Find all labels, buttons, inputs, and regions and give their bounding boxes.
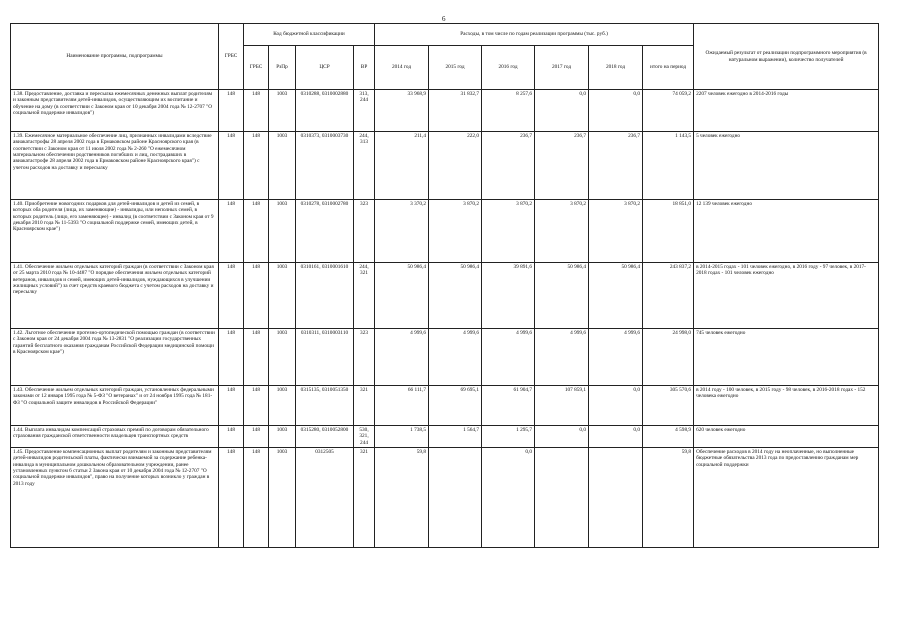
amount-2016: 3 870,2	[482, 200, 535, 263]
grbs-cell: 148	[219, 329, 244, 386]
amount-2015	[429, 448, 482, 548]
amount-2017: 107 859,1	[535, 386, 589, 426]
expected-result: 12 139 человек ежегодно	[694, 200, 879, 263]
amount-2017: 0,0	[535, 90, 589, 132]
amount-2014: 211,4	[375, 132, 429, 200]
grbs-cell: 148	[219, 132, 244, 200]
amount-total: 59,8	[643, 448, 694, 548]
amount-total: 305 570,6	[643, 386, 694, 426]
amount-2015: 50 986,4	[429, 263, 482, 329]
rzpr-cell: 1003	[269, 90, 296, 132]
program-name: 1.44. Выплата инвалидам компенсаций страховых премий по договорам обязательного страхования гражданской ответственности владельцев транспортных средств	[11, 426, 219, 448]
csr-cell: 0310311, 0310003110	[296, 329, 354, 386]
program-name: 1.43. Обеспечение жильем отдельных категорий граждан, установленных федеральными законами от 12 января 1995 года № 5-ФЗ "О ветеранах" и от 24 ноября 1995 года № 181-ФЗ "О социальной защите инвалидов в Российской Федерации"	[11, 386, 219, 426]
subheader-2014: 2014 год	[375, 46, 429, 90]
amount-2016: 0,0	[482, 448, 535, 548]
amount-total: 24 998,0	[643, 329, 694, 386]
amount-2017: 50 986,4	[535, 263, 589, 329]
subheader-total: итого на период	[643, 46, 694, 90]
amount-2018: 4 999,6	[589, 329, 643, 386]
amount-2017: 0,0	[535, 426, 589, 448]
amount-2017: 4 999,6	[535, 329, 589, 386]
header-expenses: Расходы, в том числе по годам реализации программы (тыс. руб.)	[375, 24, 694, 46]
amount-2016: 1 295,7	[482, 426, 535, 448]
amount-2018	[589, 448, 643, 548]
rzpr-cell: 1003	[269, 426, 296, 448]
amount-2015: 4 999,6	[429, 329, 482, 386]
amount-2016: 8 257,6	[482, 90, 535, 132]
table-row	[11, 263, 879, 329]
amount-2014: 4 999,6	[375, 329, 429, 386]
amount-2014: 1 738,5	[375, 426, 429, 448]
grbs-cell: 148	[219, 200, 244, 263]
rzpr-cell: 1003	[269, 263, 296, 329]
csr-cell: 0310373, 0310003730	[296, 132, 354, 200]
csr-cell: 0310161, 0310001610	[296, 263, 354, 329]
program-name: 1.45. Предоставление компенсационных выплат родителям и законным представителям детей-инвалидов родительской платы, фактически взимаемой за содержание ребенка-инвалида в муниципальном дошкольном образовательном учреждении, ранее установленных пунктом 6 статьи 2 Закона края от 10 декабря 2004 года № 12-2707 "О социальной поддержке инвалидов", право на получение которых возникло у граждан в 2013 году	[11, 448, 219, 548]
grbs-code-cell: 148	[244, 329, 269, 386]
expected-result: 2207 человек ежегодно в 2014-2016 годы	[694, 90, 879, 132]
amount-2018: 3 870,2	[589, 200, 643, 263]
table-row	[11, 448, 879, 548]
csr-cell: 0312505	[296, 448, 354, 548]
rzpr-cell: 1003	[269, 448, 296, 548]
amount-2015: 222,0	[429, 132, 482, 200]
amount-2017	[535, 448, 589, 548]
vr-cell: 323	[354, 329, 375, 386]
grbs-cell: 148	[219, 448, 244, 548]
grbs-code-cell: 148	[244, 448, 269, 548]
rzpr-cell: 1003	[269, 132, 296, 200]
vr-cell: 244, 321	[354, 263, 375, 329]
amount-2018: 0,0	[589, 426, 643, 448]
grbs-code-cell: 148	[244, 263, 269, 329]
subheader-vr: ВР	[354, 46, 375, 90]
amount-2015: 1 564,7	[429, 426, 482, 448]
csr-cell: 0310288, 0310002880	[296, 90, 354, 132]
amount-2018: 50 986,4	[589, 263, 643, 329]
table-body	[11, 90, 879, 548]
subheader-2017: 2017 год	[535, 46, 589, 90]
amount-2018: 0,0	[589, 90, 643, 132]
grbs-code-cell: 148	[244, 200, 269, 263]
amount-2018: 236,7	[589, 132, 643, 200]
table-row	[11, 329, 879, 386]
program-name: 1.42. Льготное обеспечение протезно-ортопедической помощью граждан (в соответствии с Законом края от 24 декабря 2004 года № 13-2831 "О реализации государственных гарантий бесплатного оказания гражданам Российской Федерации медицинской помощи в Красноярском крае")	[11, 329, 219, 386]
expected-result: 5 человек ежегодно	[694, 132, 879, 200]
program-name: 1.38. Предоставление, доставка и пересылка ежемесячных денежных выплат родителям и законным представителям детей-инвалидов, осуществляющим их воспитание и обучение на дому (в соответствии с Законом края от 10 декабря 2004 года № 12-2707 "О социальной поддержке инвалидов")	[11, 90, 219, 132]
amount-total: 18 851,0	[643, 200, 694, 263]
amount-2017: 3 870,2	[535, 200, 589, 263]
vr-cell: 530, 321, 244	[354, 426, 375, 448]
grbs-code-cell: 148	[244, 132, 269, 200]
amount-2015: 69 695,1	[429, 386, 482, 426]
grbs-cell: 148	[219, 386, 244, 426]
amount-2016: 4 999,6	[482, 329, 535, 386]
grbs-code-cell: 148	[244, 426, 269, 448]
grbs-code-cell: 148	[244, 386, 269, 426]
amount-2016: 39 891,6	[482, 263, 535, 329]
expected-result: в 2014 году - 100 человек, в 2015 году - 98 человек, в 2016-2018 годах - 152 человека ежегодно	[694, 386, 879, 426]
rzpr-cell: 1003	[269, 386, 296, 426]
amount-2014: 66 111,7	[375, 386, 429, 426]
table-row	[11, 200, 879, 263]
amount-2018: 0,0	[589, 386, 643, 426]
vr-cell: 323	[354, 200, 375, 263]
csr-cell: 0315135, 0310051350	[296, 386, 354, 426]
vr-cell: 244, 313	[354, 132, 375, 200]
amount-2014: 50 986,4	[375, 263, 429, 329]
amount-2017: 236,7	[535, 132, 589, 200]
table-row	[11, 90, 879, 132]
subheader-grbs: ГРБС	[244, 46, 269, 90]
subheader-2016: 2016 год	[482, 46, 535, 90]
amount-2014: 33 968,9	[375, 90, 429, 132]
table-row	[11, 386, 879, 426]
csr-cell: 0315280, 0310052800	[296, 426, 354, 448]
program-table	[10, 23, 879, 548]
rzpr-cell: 1003	[269, 329, 296, 386]
program-name: 1.40. Приобретение новогодних подарков для детей-инвалидов и детей из семей, в которых оба родителя (лица, их заменяющие) - инвалиды, или неполных семей, в которых родитель (лицо, его заменяющее) - инвалид (в соответствии с Законом края от 9 декабря 2010 года № 11-5393 "О социальной поддержке семей, имеющих детей, в Красноярском крае")	[11, 200, 219, 263]
amount-total: 74 059,2	[643, 90, 694, 132]
subheader-csr: ЦСР	[296, 46, 354, 90]
rzpr-cell: 1003	[269, 200, 296, 263]
program-name: 1.41. Обеспечение жильем отдельных категорий граждан (в соответствии с Законом края от 25 марта 2010 года № 10-4487 "О порядке обеспечения жильем отдельных категорий ветеранов, инвалидов и семей, имеющих детей-инвалидов, нуждающихся в улучшении жилищных условий") за счет средств краевого бюджета с учетом расходов на доставку и пересылку	[11, 263, 219, 329]
grbs-cell: 148	[219, 263, 244, 329]
grbs-cell: 148	[219, 426, 244, 448]
table-row	[11, 426, 879, 448]
expected-result: 620 человек ежегодно	[694, 426, 879, 448]
amount-2015: 31 832,7	[429, 90, 482, 132]
vr-cell: 321	[354, 448, 375, 548]
table-row	[11, 132, 879, 200]
amount-2016: 236,7	[482, 132, 535, 200]
expected-result: в 2014-2015 годах - 101 человек ежегодно, в 2016 году - 97 человек, в 2017-2018 годах - 101 человек ежегодно	[694, 263, 879, 329]
amount-2015: 3 870,2	[429, 200, 482, 263]
csr-cell: 0310278, 0310002780	[296, 200, 354, 263]
expected-result: 745 человек ежегодно	[694, 329, 879, 386]
expected-result: Обеспечение расходов в 2014 году на неоплаченные, но выполненные бюджетные обязательства 2013 года по предоставлению гражданам мер социальной поддержки	[694, 448, 879, 548]
amount-2016: 61 904,7	[482, 386, 535, 426]
amount-2014: 3 370,2	[375, 200, 429, 263]
amount-total: 1 143,5	[643, 132, 694, 200]
header-grbs: ГРБС	[219, 24, 244, 90]
vr-cell: 313, 244	[354, 90, 375, 132]
header-kbk: Код бюджетной классификации	[244, 24, 375, 46]
header-program: Наименование программы, подпрограммы	[11, 24, 219, 90]
subheader-2015: 2015 год	[429, 46, 482, 90]
vr-cell: 321	[354, 386, 375, 426]
program-name: 1.39. Ежемесячное материальное обеспечение лиц, признанных инвалидами вследствие авиакатастрофы 28 апреля 2002 года в Ермаковском районе Красноярского края (в соответствии с Законом края от 11 июля 2002 года № 2-260 "О ежемесячном материальном обеспечении родственников погибших и лиц, пострадавших в авиакатастрофе 28 апреля 2002 года в Ермаковском районе Красноярского края") с учетом расходов на доставку и пересылку	[11, 132, 219, 200]
grbs-cell: 148	[219, 90, 244, 132]
subheader-2018: 2018 год	[589, 46, 643, 90]
amount-2014: 59,8	[375, 448, 429, 548]
page-number: 6	[442, 15, 446, 23]
subheader-rzpr: РзПр	[269, 46, 296, 90]
amount-total: 4 598,9	[643, 426, 694, 448]
amount-total: 243 837,2	[643, 263, 694, 329]
grbs-code-cell: 148	[244, 90, 269, 132]
header-result: Ожидаемый результат от реализации подпрограммного мероприятия (в натуральном выражении), количество получателей	[694, 24, 879, 90]
